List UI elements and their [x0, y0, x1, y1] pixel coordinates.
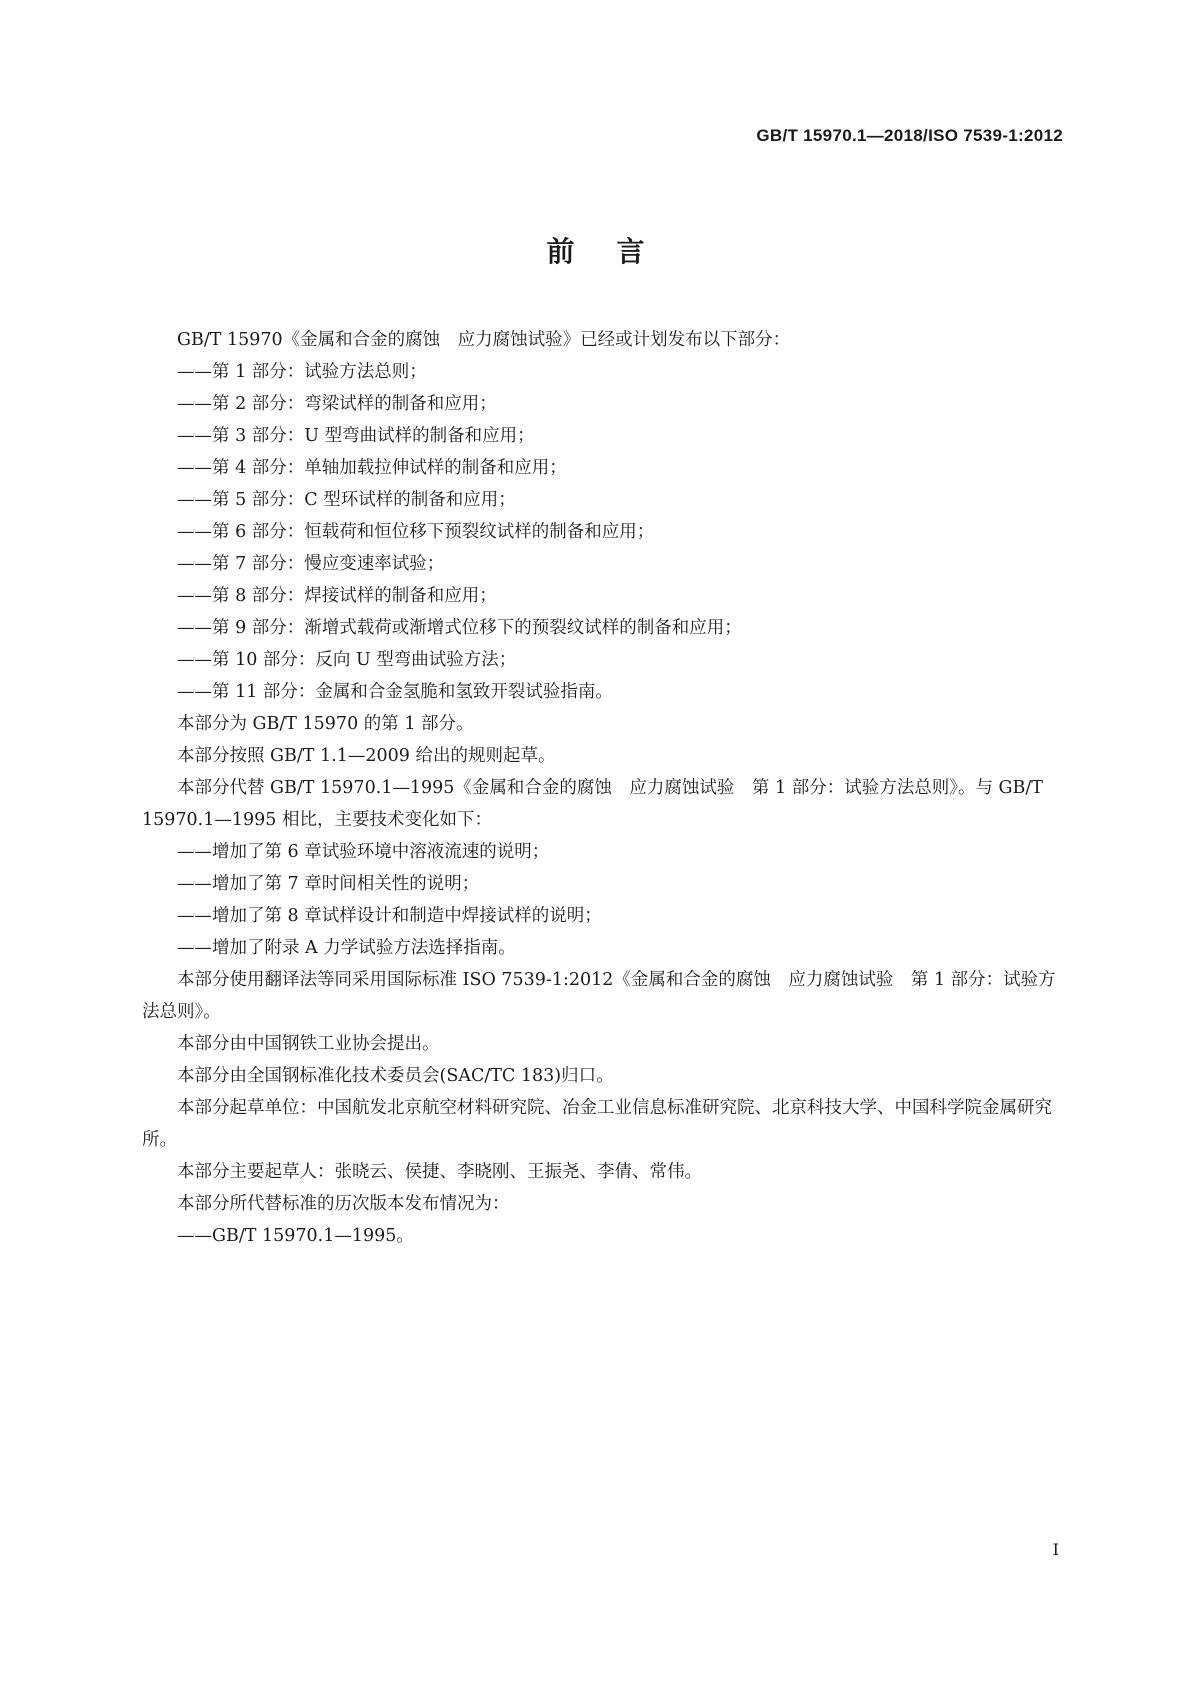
list-item: ——增加了第 7 章时间相关性的说明； [177, 874, 480, 894]
list-item: ——增加了第 8 章试样设计和制造中焊接试样的说明； [177, 906, 602, 926]
paragraph-intro: GB/T 15970《金属和合金的腐蚀 应力腐蚀试验》已经或计划发布以下部分： [177, 330, 791, 350]
list-item: ——第 2 部分：弯梁试样的制备和应用； [177, 394, 497, 414]
list-item: ——第 4 部分：单轴加载拉伸试样的制备和应用； [177, 458, 567, 478]
list-item: ——第 3 部分：U 型弯曲试样的制备和应用； [177, 426, 535, 446]
list-item: ——增加了附录 A 力学试验方法选择指南。 [177, 938, 516, 958]
paragraph: 本部分主要起草人：张晓云、侯捷、李晓刚、王振尧、李倩、常伟。 [177, 1162, 702, 1182]
list-item: ——第 1 部分：试验方法总则； [177, 362, 427, 382]
foreword-body [142, 324, 1062, 1252]
list-item: ——第 6 部分：恒载荷和恒位移下预裂纹试样的制备和应用； [177, 522, 655, 542]
page-number: I [1052, 1540, 1059, 1559]
paragraph: 本部分由中国钢铁工业协会提出。 [177, 1034, 440, 1054]
paragraph: 本部分代替 GB/T 15970.1—1995《金属和合金的腐蚀 应力腐蚀试验 第 1 部分：试验方法总则》。与 GB/T 15970.1—1995 相比，主要技术变化如下： [142, 778, 1043, 830]
standard-code-header: GB/T 15970.1—2018/ISO 7539-1:2012 [756, 126, 1063, 145]
paragraph: 本部分按照 GB/T 1.1—2009 给出的规则起草。 [177, 746, 556, 766]
paragraph: 本部分使用翻译法等同采用国际标准 ISO 7539-1:2012《金属和合金的腐蚀 应力腐蚀试验 第 1 部分：试验方法总则》。 [142, 970, 1056, 1022]
page-title: 前言 [546, 235, 687, 268]
list-item: ——第 11 部分：金属和合金氢脆和氢致开裂试验指南。 [177, 682, 613, 702]
list-item: ——第 9 部分：渐增式载荷或渐增式位移下的预裂纹试样的制备和应用； [177, 618, 742, 638]
list-item: ——第 8 部分：焊接试样的制备和应用； [177, 586, 497, 606]
list-item: ——第 7 部分：慢应变速率试验； [177, 554, 445, 574]
list-item: ——第 10 部分：反向 U 型弯曲试验方法； [177, 650, 517, 670]
paragraph: 本部分为 GB/T 15970 的第 1 部分。 [177, 714, 474, 734]
paragraph: 本部分由全国钢标准化技术委员会(SAC/TC 183)归口。 [177, 1066, 614, 1086]
list-item: ——增加了第 6 章试验环境中溶液流速的说明； [177, 842, 550, 862]
paragraph: 本部分起草单位：中国航发北京航空材料研究院、冶金工业信息标准研究院、北京科技大学、中国科学院金属研究所。 [142, 1098, 1052, 1150]
list-item: ——第 5 部分：C 型环试样的制备和应用； [177, 490, 516, 510]
paragraph: 本部分所代替标准的历次版本发布情况为： [177, 1194, 510, 1214]
list-item: ——GB/T 15970.1—1995。 [177, 1226, 414, 1246]
